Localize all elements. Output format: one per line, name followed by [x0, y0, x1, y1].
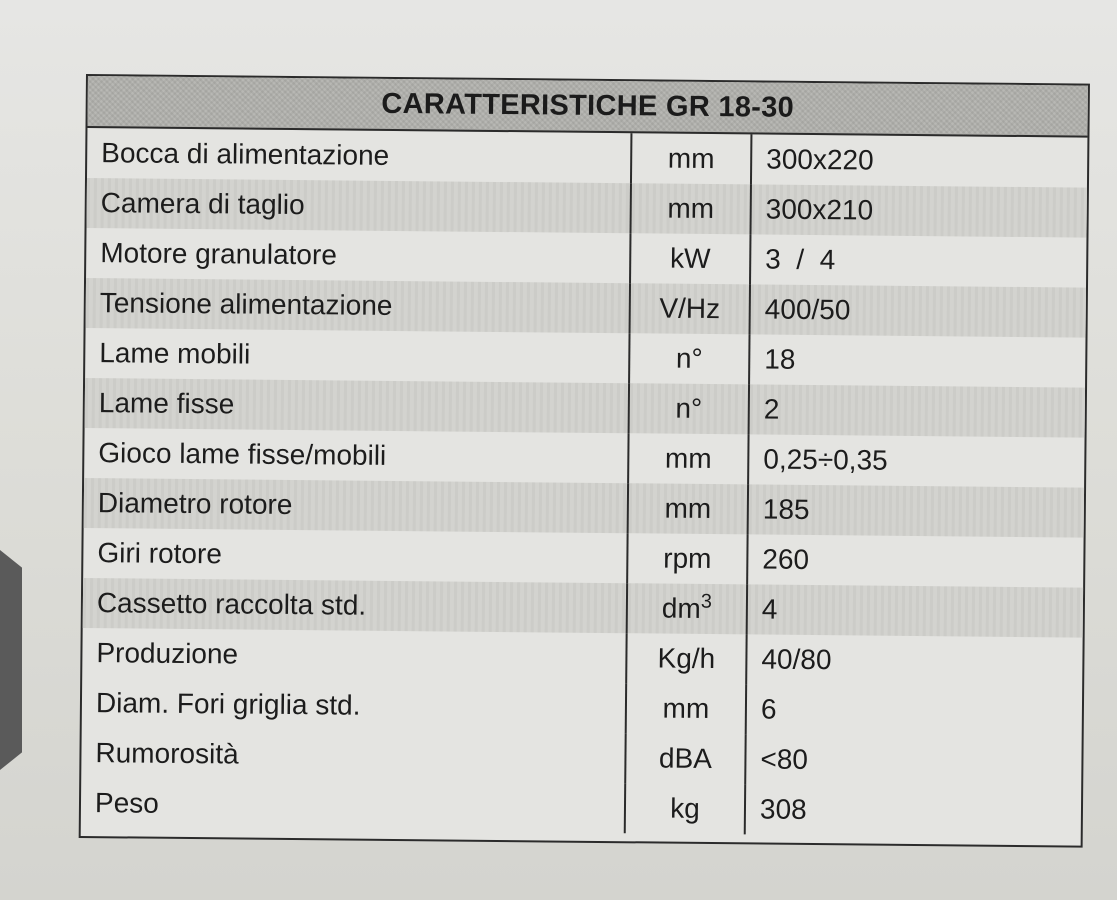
spec-unit	[627, 583, 747, 634]
spec-value: 6	[746, 684, 1082, 737]
spec-name: Giri rotore	[97, 537, 223, 570]
spec-table	[79, 74, 1090, 848]
spec-unit	[630, 233, 750, 284]
spec-unit-text: dm	[661, 592, 701, 624]
spec-name: Tensione alimentazione	[86, 278, 630, 333]
binder-tab	[0, 550, 22, 770]
spec-unit-text: V/Hz	[659, 292, 721, 325]
spec-unit	[626, 683, 746, 734]
table-title: CARATTERISTICHE GR 18-30	[381, 87, 795, 124]
spec-name: Camera di taglio	[87, 178, 631, 233]
spec-value: 4	[747, 584, 1083, 637]
spec-name: Motore granulatore	[100, 237, 338, 271]
spec-value: 3 / 4	[750, 234, 1086, 287]
spec-value: 400/50	[750, 284, 1086, 337]
spec-name: Lame mobili	[99, 337, 251, 370]
spec-unit	[629, 383, 749, 434]
spec-unit	[625, 733, 745, 784]
spec-unit-exponent: 3	[700, 590, 713, 613]
spec-unit-text: n°	[675, 392, 703, 424]
spec-unit	[630, 183, 750, 234]
spec-unit	[627, 533, 747, 584]
spec-name: Diam. Fori griglia std.	[95, 687, 361, 721]
spec-unit	[628, 483, 748, 534]
spec-value: 40/80	[746, 634, 1082, 687]
spec-unit-text: mm	[667, 192, 715, 225]
spec-unit-text: n°	[675, 342, 703, 374]
table-title-row	[87, 76, 1087, 138]
spec-value: 308	[745, 784, 1081, 837]
spec-unit-text: mm	[667, 142, 715, 175]
spec-value: 2	[749, 384, 1085, 437]
spec-name: Cassetto raccolta std.	[83, 578, 627, 633]
spec-value: 260	[747, 534, 1083, 587]
spec-name: Bocca di alimentazione	[101, 137, 390, 171]
spec-name: Produzione	[96, 637, 239, 670]
spec-table-body	[81, 128, 1088, 838]
spec-unit	[625, 783, 745, 834]
spec-name: Rumorosità	[95, 737, 239, 770]
spec-unit-text: kW	[669, 242, 711, 275]
spec-unit	[631, 133, 751, 184]
spec-name: Diametro rotore	[84, 478, 628, 533]
spec-unit-text: mm	[664, 492, 712, 525]
spec-value: 185	[748, 484, 1084, 537]
table-row	[81, 778, 1081, 838]
spec-value: 0,25÷0,35	[748, 434, 1084, 487]
spec-unit	[630, 283, 750, 334]
spec-unit-text: mm	[662, 692, 710, 725]
spec-unit-text: mm	[664, 442, 712, 475]
spec-name: Lame fisse	[85, 378, 629, 433]
spec-name: Peso	[94, 787, 159, 819]
spec-value: 300x220	[751, 134, 1087, 187]
spec-unit-text: Kg/h	[657, 642, 716, 675]
spec-unit	[629, 333, 749, 384]
spec-name: Gioco lame fisse/mobili	[98, 437, 387, 471]
spec-unit	[628, 433, 748, 484]
spec-value: <80	[745, 734, 1081, 787]
spec-unit-text: kg	[670, 792, 700, 824]
spec-unit-text: dBA	[658, 742, 713, 775]
spec-unit	[626, 633, 746, 684]
spec-value: 18	[749, 334, 1085, 387]
spec-unit-text: rpm	[663, 542, 712, 575]
spec-value: 300x210	[750, 184, 1086, 237]
